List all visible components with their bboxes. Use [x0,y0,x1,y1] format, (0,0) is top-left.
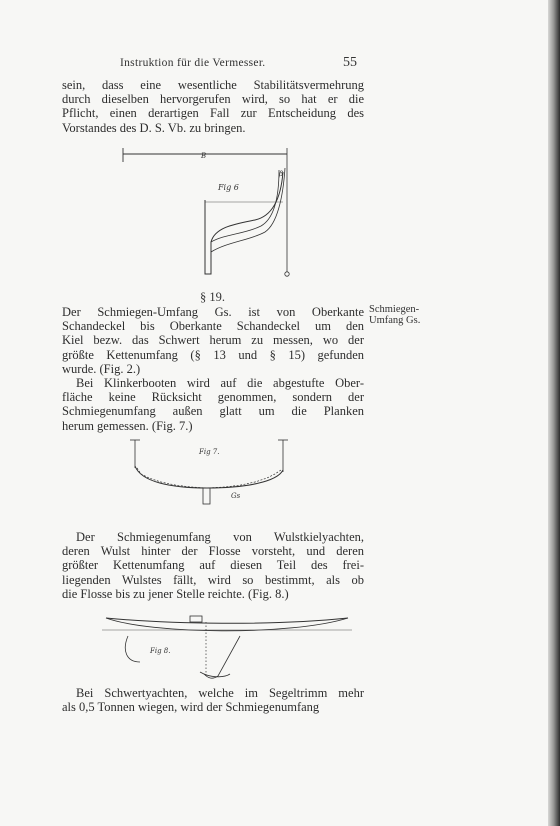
figure-8 [100,610,360,685]
text-line: herum gemessen. (Fig. 7.) [62,418,193,433]
cockpit [190,616,202,622]
hull-section-line-3 [211,168,285,252]
text-line: Bei Klinkerbooten wird auf die abgestufte Ober- [76,376,364,390]
text-line: Der Schmiegen-Umfang Gs. ist von Oberkante [62,305,364,319]
text-line: wurde. (Fig. 2.) [62,361,141,376]
text-line: fläche keine Rücksicht genommen, sondern der [62,390,364,405]
text-line: Pflicht, einen derartigen Fall zur Entscheidung des [62,106,364,121]
label-b: B [201,152,207,160]
guide-weight [285,272,289,276]
fig6-label: Fig 6 [218,183,239,192]
text-line: liegenden Wulstes fällt, wird so bestimmt, als ob [62,572,364,587]
text-line: Der Schmiegenumfang von Wulstkielyachten, [76,530,364,544]
paragraph-2 [62,305,364,376]
paragraph-3 [62,376,364,433]
text-line: als 0,5 Tonnen wiegen, wird der Schmiegenumfang [62,700,320,715]
page-number: 55 [343,55,357,70]
text-line: Kiel bezw. das Schwert herum zu messen, wo der [62,333,364,348]
text-line: die Flosse bis zu jener Stelle reichte. (Fig. 8.) [62,586,289,601]
text-line: Schandeckel bis Oberkante Schandeckel um den [62,319,364,334]
figure-7 [115,436,300,516]
text-line: Bei Schwertyachten, welche im Segeltrimm mehr [76,686,364,700]
hull-profile [106,618,348,631]
deck-line [106,618,348,623]
label-beta: β [279,170,284,178]
figure-6 [115,142,300,282]
margin-note-line: Schmiegen- [369,304,420,315]
text-line: Schmiegenumfang außen glatt um die Planken [62,404,364,419]
text-line: Vorstandes des D. S. Vb. zu bringen. [62,120,246,135]
label-gs: Gs [231,492,241,500]
paragraph-5 [62,686,364,714]
keel [203,488,210,504]
margin-note [369,304,420,326]
text-line: durch dieselben hervorgerufen wird, so hat er die [62,92,364,107]
fig8-label: Fig 8. [150,647,171,655]
text-line: deren Wulst hinter der Flosse vorsteht, und deren [62,544,364,559]
text-line: größter Kettenumfang auf diesen Teil des frei- [62,558,364,573]
hull-section-line-2 [211,170,279,242]
margin-note-line: Umfang Gs. [369,315,421,326]
fig7-label: Fig 7. [199,448,220,456]
page-edge-shadow [548,0,560,826]
running-header: Instruktion für die Vermesser. [120,57,266,69]
paragraph-4 [62,530,364,601]
hull-section-outer [205,172,283,274]
paragraph-1 [62,78,364,135]
fin-keel [204,636,240,678]
text-line: größte Kettenumfang (§ 13 und § 15) gefunden [62,347,364,362]
rudder [125,636,140,662]
text-line: sein, dass eine wesentliche Stabilitätsvermehrung [62,78,364,92]
clinker-steps [137,468,281,488]
section-heading: § 19. [200,290,225,304]
clinker-hull [135,466,283,488]
bulb [200,672,230,677]
